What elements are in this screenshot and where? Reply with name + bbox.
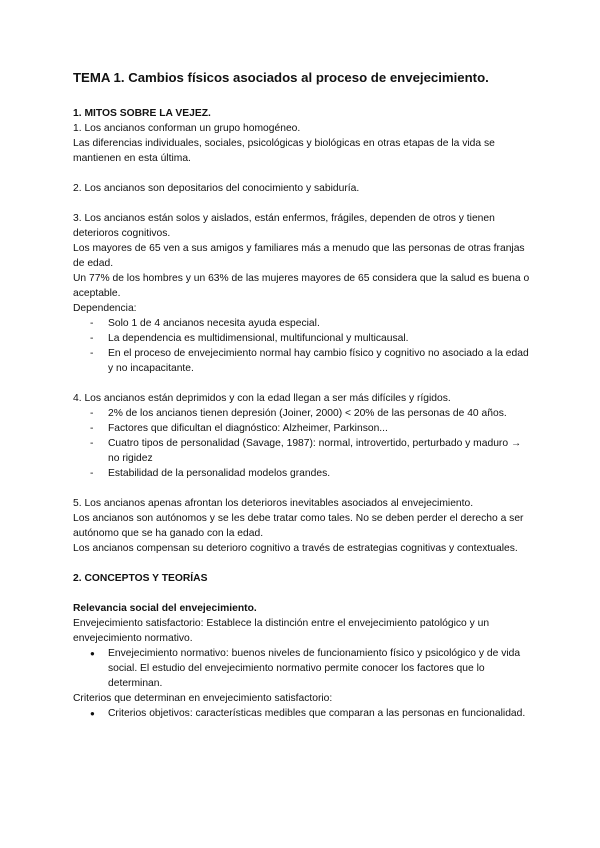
section-2-heading: 2. CONCEPTOS Y TEORÍAS <box>73 573 208 584</box>
myth-4-list <box>73 406 533 481</box>
section-2-list <box>73 706 533 721</box>
list-item: - En el proceso de envejecimiento normal hay cambio físico y cognitivo no asociado a la edad y no incapacitante. <box>90 346 533 376</box>
list-item: - Factores que dificultan el diagnóstico: Alzheimer, Parkinson... <box>90 421 533 436</box>
myth-3-paragraph: Un 77% de los hombres y un 63% de las mujeres mayores de 65 considera que la salud es buena o aceptable. <box>73 273 530 299</box>
myth-2-title: 2. Los ancianos son depositarios del conocimiento y sabiduría. <box>73 183 360 194</box>
list-item: - Cuatro tipos de personalidad (Savage, 1987): normal, introvertido, perturbado y maduro → no rigidez <box>90 436 533 466</box>
myth-3-list <box>73 316 533 376</box>
section-2-paragraph: Criterios que determinan en envejecimiento satisfactorio: <box>73 693 333 704</box>
list-item: ● Envejecimiento normativo: buenos niveles de funcionamiento físico y psicológico y de vida social. El estudio del envejecimiento normativo permite conocer los factores que lo determinan. <box>90 646 533 691</box>
list-item: - 2% de los ancianos tienen depresión (Joiner, 2000) < 20% de las personas de 40 años. <box>90 406 533 421</box>
list-item: - Estabilidad de la personalidad modelos grandes. <box>90 466 533 481</box>
document-body <box>73 106 533 721</box>
list-item: - La dependencia es multidimensional, multifuncional y multicausal. <box>90 331 533 346</box>
myth-1-title: 1. Los ancianos conforman un grupo homogéneo. <box>73 123 301 134</box>
myth-1-text: Las diferencias individuales, sociales, psicológicas y biológicas en otras etapas de la vida se mantienen en esta última. <box>73 138 495 164</box>
section-1-heading: 1. MITOS SOBRE LA VEJEZ. <box>73 108 211 119</box>
myth-5-paragraph: Los ancianos compensan su deterioro cognitivo a través de estrategias cognitivas y contextuales. <box>73 543 518 554</box>
section-2-list <box>73 646 533 691</box>
document-title: TEMA 1. Cambios físicos asociados al proceso de envejecimiento. <box>73 70 489 85</box>
list-item: ● Criterios objetivos: características medibles que comparan a las personas en funcionalidad. <box>90 706 533 721</box>
myth-5-title: 5. Los ancianos apenas afrontan los deterioros inevitables asociados al envejecimiento. <box>73 498 474 509</box>
myth-5-paragraph: Los ancianos son autónomos y se les debe tratar como tales. No se deben perder el derecho a ser autónomo que se ha ganado con la edad. <box>73 513 524 539</box>
section-2-subheading: Relevancia social del envejecimiento. <box>73 603 257 614</box>
myth-4-title: 4. Los ancianos están deprimidos y con la edad llegan a ser más difíciles y rígidos. <box>73 393 451 404</box>
myth-3-paragraph: Los mayores de 65 ven a sus amigos y familiares más a menudo que las personas de otras franjas de edad. <box>73 243 525 269</box>
list-item: - Solo 1 de 4 ancianos necesita ayuda especial. <box>90 316 533 331</box>
myth-3-dependency-label: Dependencia: <box>73 303 137 314</box>
section-2-paragraph: Envejecimiento satisfactorio: Establece la distinción entre el envejecimiento patológico y un envejecimiento normativo. <box>73 618 490 644</box>
myth-3-title: 3. Los ancianos están solos y aislados, están enfermos, frágiles, dependen de otros y tienen deterioros cognitivos. <box>73 213 495 239</box>
